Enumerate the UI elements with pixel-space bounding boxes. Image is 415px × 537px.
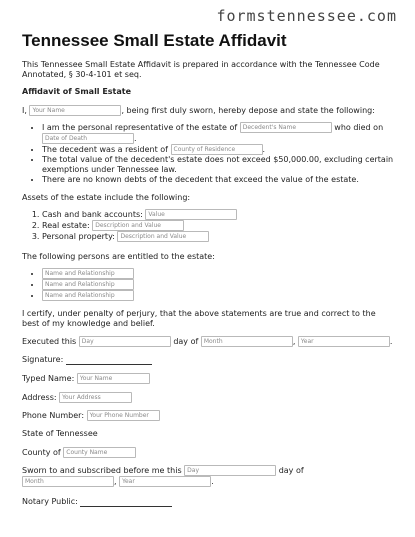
section-title: Affidavit of Small Estate: [22, 87, 132, 96]
notary-signature-field[interactable]: [80, 498, 172, 507]
brand-watermark: formstennessee.com: [216, 7, 397, 25]
persons-list: [22, 268, 394, 301]
assets-list: [22, 209, 394, 242]
list-item: [42, 279, 394, 290]
phone-field[interactable]: Your Phone Number: [87, 410, 160, 421]
list-item: [42, 290, 394, 301]
address-line: Address: Your Address: [22, 392, 132, 403]
date-of-death-field[interactable]: Date of Death: [42, 133, 134, 144]
intro-paragraph: This Tennessee Small Estate Affidavit is prepared in accordance with the Tennessee Code Annotated, § 30-4-101 et seq.: [22, 60, 380, 79]
address-field[interactable]: Your Address: [59, 392, 132, 403]
assets-heading: Assets of the estate include the following:: [22, 193, 191, 202]
sworn-month-field[interactable]: Month: [22, 476, 114, 487]
list-item: 3. Personal property: Description and Value: [42, 231, 394, 242]
list-item: 1. Cash and bank accounts: Value: [42, 209, 394, 220]
executed-month-field[interactable]: Month: [201, 336, 293, 347]
county-field[interactable]: County Name: [63, 447, 136, 458]
list-item: • There are no known debts of the decedent that exceed the value of the estate.: [42, 175, 394, 185]
heir-field-1[interactable]: Name and Relationship: [42, 268, 134, 279]
typed-name-field[interactable]: Your Name: [77, 373, 150, 384]
phone-line: Phone Number: Your Phone Number: [22, 410, 160, 421]
county-line: County of County Name: [22, 447, 136, 458]
signature-field[interactable]: [66, 356, 152, 365]
statement-list: [22, 122, 394, 185]
document-title: Tennessee Small Estate Affidavit: [22, 31, 287, 50]
heir-field-2[interactable]: Name and Relationship: [42, 279, 134, 290]
executed-line: Executed this Day day of Month , Year .: [22, 337, 393, 346]
decedent-name-field[interactable]: Decedent's Name: [240, 122, 332, 133]
list-item: • The total value of the decedent's estate does not exceed $50,000.00, excluding certain exemptions under Tennessee law.: [42, 155, 394, 175]
executed-day-field[interactable]: Day: [79, 336, 171, 347]
signature-line: Signature:: [22, 355, 152, 365]
notary-line: Notary Public:: [22, 497, 172, 507]
declaration-line: I, Your Name , being first duly sworn, hereby depose and state the following:: [22, 106, 375, 115]
persons-heading: The following persons are entitled to the estate:: [22, 252, 215, 261]
sworn-line: Sworn to and subscribed before me this Day day of Month , Year .: [22, 466, 304, 486]
executed-year-field[interactable]: Year: [298, 336, 390, 347]
list-item: • The decedent was a resident of County of Residence .: [42, 144, 394, 155]
heir-field-3[interactable]: Name and Relationship: [42, 290, 134, 301]
list-item: 2. Real estate: Description and Value: [42, 220, 394, 231]
personal-property-field[interactable]: Description and Value: [117, 231, 209, 242]
sworn-year-field[interactable]: Year: [119, 476, 211, 487]
real-estate-field[interactable]: Description and Value: [92, 220, 184, 231]
sworn-day-field[interactable]: Day: [184, 465, 276, 476]
cash-value-field[interactable]: Value: [145, 209, 237, 220]
list-item: [42, 268, 394, 279]
list-item: • I am the personal representative of the estate of Decedent's Name who died on Date of Death .: [42, 122, 394, 144]
certification-paragraph: I certify, under penalty of perjury, that the above statements are true and correct to the best of my knowledge and belief.: [22, 309, 376, 328]
state-line: State of Tennessee: [22, 429, 98, 438]
typed-name-line: Typed Name: Your Name: [22, 373, 150, 384]
county-of-residence-field[interactable]: County of Residence: [171, 144, 263, 155]
declarant-name-field[interactable]: Your Name: [29, 105, 121, 116]
